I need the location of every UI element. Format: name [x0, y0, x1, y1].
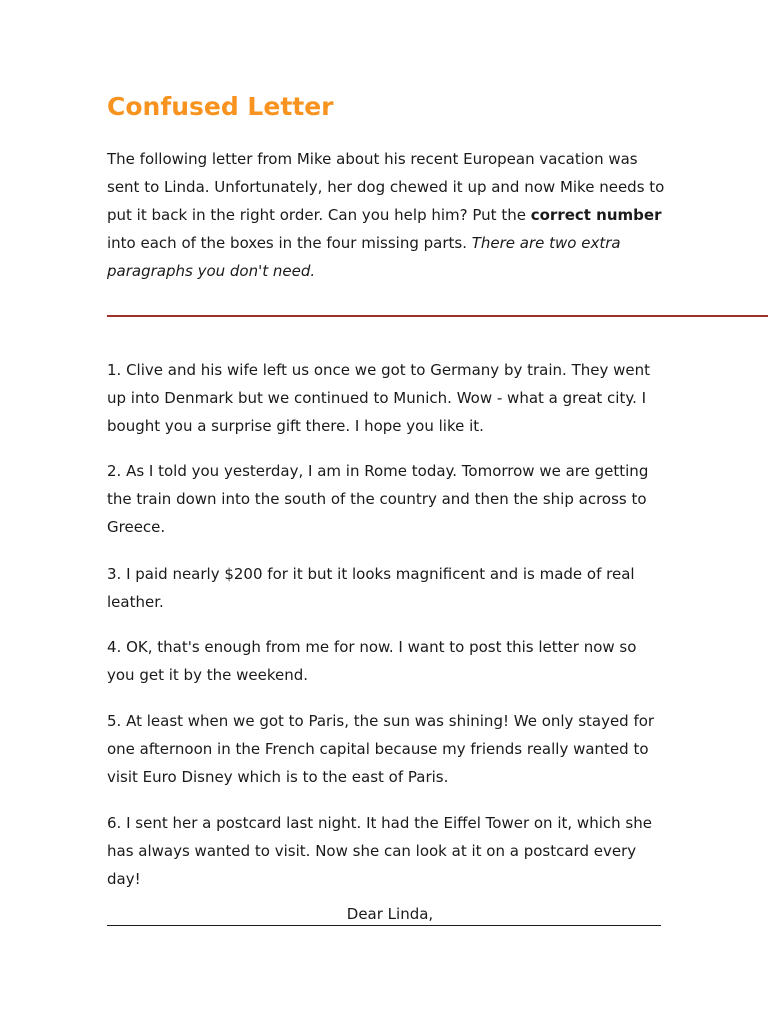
document-page — [107, 0, 768, 1024]
letter-greeting: Dear Linda, — [346, 905, 434, 923]
intro-italic-text: There are two extra paragraphs you don't need. — [107, 234, 621, 280]
page-title: Confused Letter — [107, 92, 334, 121]
letter-paragraph-2: 2. As I told you yesterday, I am in Rome today. Tomorrow we are getting the train down into the south of the country and then the ship across to Greece. — [107, 462, 649, 536]
intro-bold-text: correct number — [530, 206, 662, 224]
letter-paragraph-6: 6. I sent her a postcard last night. It had the Eiffel Tower on it, which she has always wanted to visit. Now she can look at it on a postcard every day! — [107, 814, 652, 888]
letter-paragraph-1: 1. Clive and his wife left us once we got to Germany by train. They went up into Denmark but we continued to Munich. Wow - what a great city. I bought you a surprise gift there. I hope you like it. — [107, 361, 650, 435]
section-divider — [107, 315, 768, 317]
intro-paragraph — [107, 145, 667, 285]
letter-paragraph-3: 3. I paid nearly $200 for it but it looks magnificent and is made of real leather. — [107, 565, 635, 611]
intro-text-part1: The following letter from Mike about his recent European vacation was sent to Linda. Unfortunately, her dog chewed it up and now Mike needs to put it back in the right order. Can you help him? Put the — [107, 150, 665, 224]
letter-paragraph-5: 5. At least when we got to Paris, the sun was shining! We only stayed for one afternoon in the French capital because my friends really wanted to visit Euro Disney which is to the east of Paris. — [107, 712, 655, 786]
letter-greeting-line — [107, 902, 661, 926]
letter-paragraph-4: 4. OK, that's enough from me for now. I want to post this letter now so you get it by the weekend. — [107, 638, 637, 684]
intro-text-part2: into each of the boxes in the four missing parts. — [107, 234, 472, 252]
